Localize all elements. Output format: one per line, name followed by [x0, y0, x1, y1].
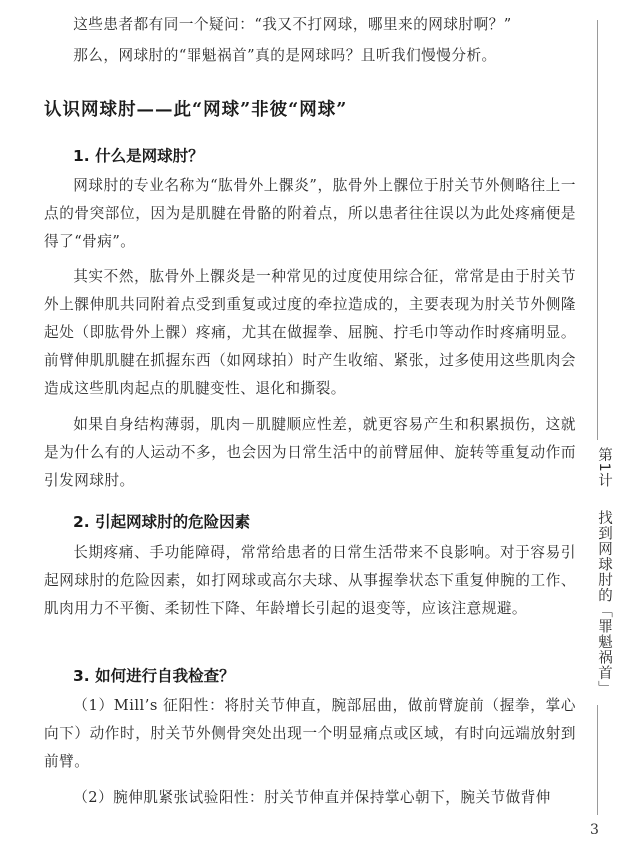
side-chapter-label: 第1计: [596, 447, 612, 489]
paragraph-definition: 网球肘的专业名称为“肱骨外上髁炎”，肱骨外上髁位于肘关节外侧略往上一点的骨突部位，因为是肌腱在骨骼的附着点，所以患者往往误以为此处疼痛便是得了“骨病”。: [44, 177, 576, 250]
paragraph-risk-factors: 长期疼痛、手功能障碍，常常给患者的日常生活带来不良影响。对于容易引起网球肘的危险因素，如打网球或高尔夫球、从事握拳状态下重复伸腕的工作、肌肉用力不平衡、柔韧性下降、年龄增长引起的退变等，应该注意规避。: [44, 544, 576, 617]
subsection-heading-1: 1. 什么是网球肘？: [73, 147, 204, 165]
paragraph-explanation: 其实不然，肱骨外上髁炎是一种常见的过度使用综合征，常常是由于肘关节外上髁伸肌共同附着点受到重复或过度的牵拉造成的，主要表现为肘关节外侧隆起处（即肱骨外上髁）疼痛，尤其在做握拳、屈腕、拧毛巾等动作时疼痛明显。前臂伸肌肌腱在抓握东西（如网球拍）时产生收缩、紧张，过多使用这些肌肉会造成这些肌肉起点的肌腱变性、退化和撕裂。: [44, 268, 576, 397]
page-number: 3: [590, 822, 599, 838]
paragraph-intro-question: 这些患者都有同一个疑问：“我又不打网球，哪里来的网球肘啊？”: [73, 16, 512, 33]
paragraph-mills-test: （1）Mill’s 征阳性：将肘关节伸直，腕部屈曲，做前臂旋前（握拳，掌心向下）动作时，肘关节外侧骨突处出现一个明显痛点或区域，有时向远端放射到前臂。: [44, 697, 576, 770]
paragraph-structure: 如果自身结构薄弱，肌肉－肌腱顺应性差，就更容易产生和积累损伤，这就是为什么有的人运动不多，也会因为日常生活中的前臂屈伸、旋转等重复动作而引发网球肘。: [44, 416, 576, 489]
subsection-heading-3: 3. 如何进行自我检查？: [73, 667, 235, 685]
paragraph-intro-analysis: 那么，网球肘的“罪魁祸首”真的是网球吗？且听我们慢慢分析。: [73, 47, 497, 64]
subsection-heading-2: 2. 引起网球肘的危险因素: [73, 513, 251, 531]
paragraph-wrist-extensor-test: （2）腕伸肌紧张试验阳性：肘关节伸直并保持掌心朝下，腕关节做背伸: [73, 789, 551, 806]
side-divider-bottom: [597, 705, 598, 815]
section-title: 认识网球肘——此“网球”非彼“网球”: [44, 100, 348, 120]
side-divider-top: [597, 20, 598, 440]
side-chapter-title: 找到网球肘的「罪魁祸首」: [596, 510, 612, 696]
